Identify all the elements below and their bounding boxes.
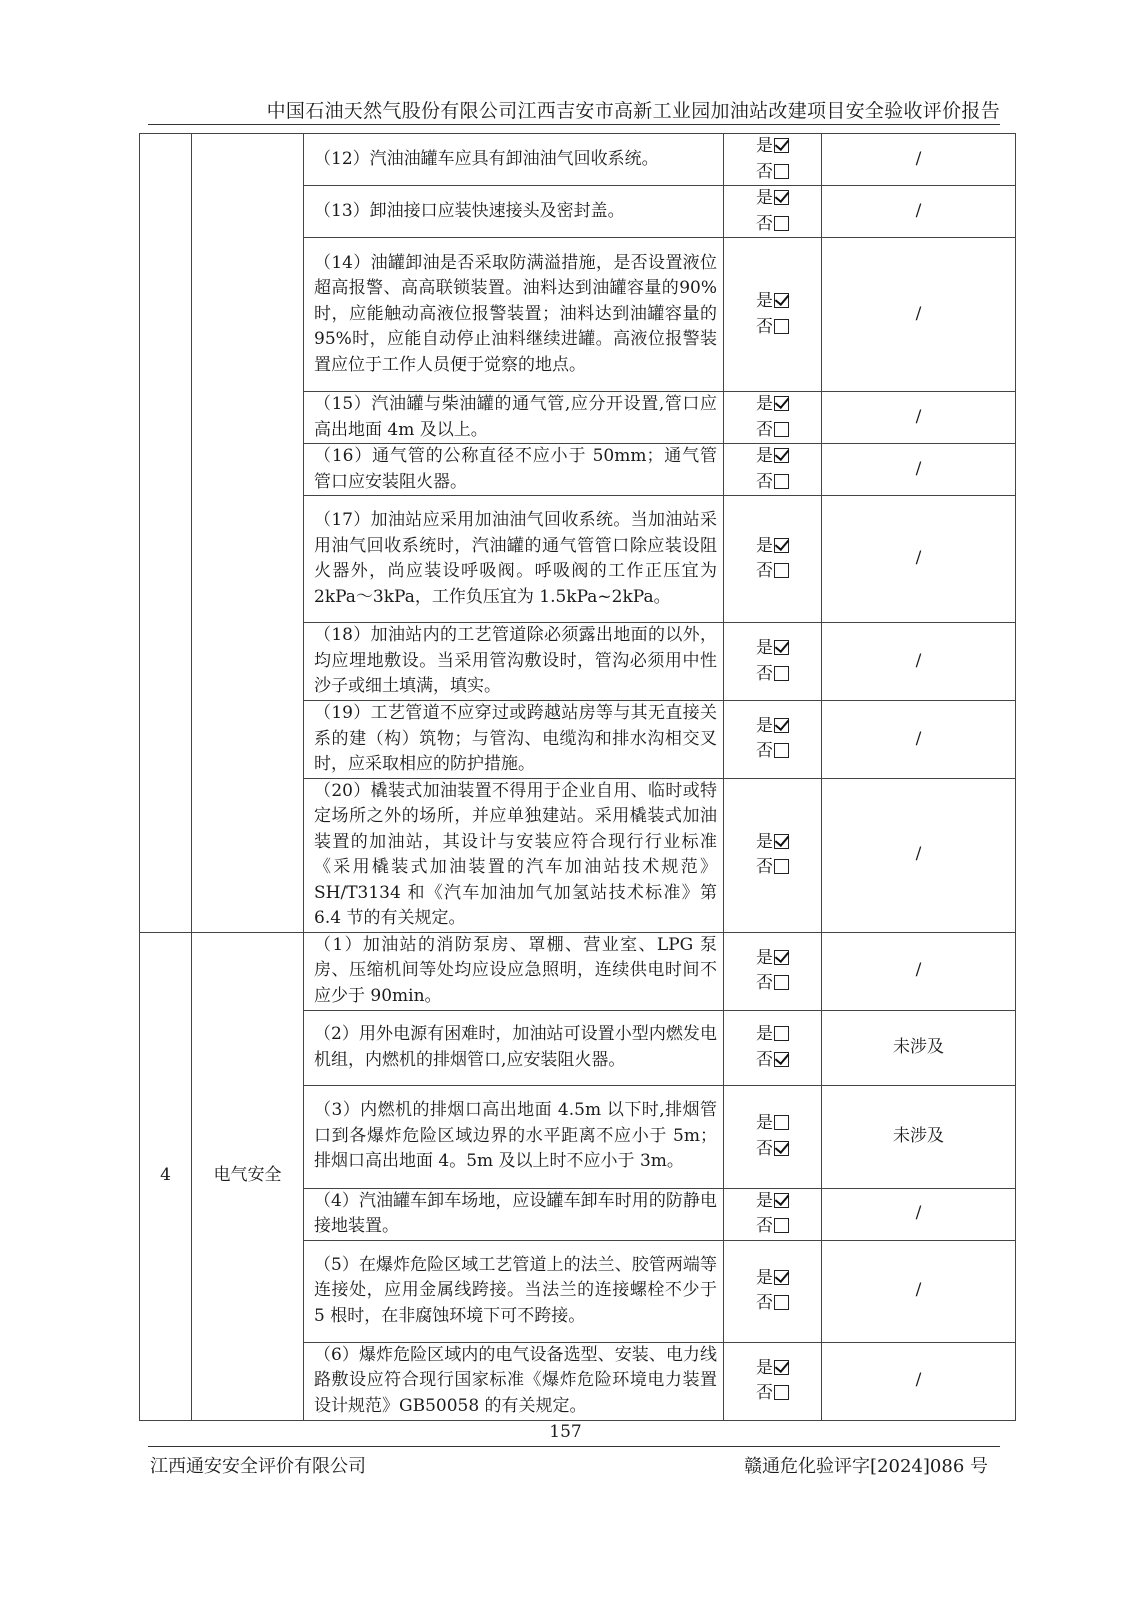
option-no [724,739,821,765]
option-no [724,160,821,186]
option-yes-label: 是 [756,446,773,466]
checkbox-yes-icon[interactable] [774,396,789,411]
remark-cell: / [822,932,1016,1010]
check-item-text: （3）内燃机的排烟口高出地面 4.5m 以下时,排烟管口到各爆炸危险区域边界的水平距离不应小于 5m；排烟口高出地面 4。5m 及以上时不应小于 3m。 [304,1085,724,1188]
option-yes [724,830,821,856]
option-no [724,1137,821,1163]
option-no-label: 否 [756,316,773,337]
option-yes [724,289,821,315]
option-no [724,315,821,341]
check-item-text: （17）加油站应采用加油油气回收系统。当加油站采用油气回收系统时，汽油罐的通气管管口除应装设阻火器外，尚应装设呼吸阀。呼吸阀的工作正压宜为 2kPa～3kPa，工作负压宜为 1.5kPa~2kPa。 [304,496,724,623]
checkbox-yes-icon[interactable] [774,448,789,463]
yes-no-checkbox-group [724,238,822,392]
remark-cell: 未涉及 [822,1010,1016,1085]
checkbox-no-icon[interactable] [774,743,789,758]
check-item-text: （14）油罐卸油是否采取防满溢措施，是否设置液位超高报警、高高联锁装置。油料达到油罐容量的90%时，应能触动高液位报警装置；油料达到油罐容量的95%时，应能自动停止油料继续进罐。高液位报警装置应位于工作人员便于觉察的地点。 [304,238,724,392]
option-no-label: 否 [756,213,773,234]
remark-cell: / [822,701,1016,779]
yes-no-checkbox-group [724,1085,822,1188]
checkbox-yes-icon[interactable] [774,1193,789,1208]
checkbox-yes-icon[interactable] [774,1360,789,1375]
checkbox-no-icon[interactable] [774,1385,789,1400]
option-yes [724,636,821,662]
option-yes-label: 是 [756,947,773,968]
option-no [724,1381,821,1407]
yes-no-checkbox-group [724,932,822,1010]
page-number: 157 [549,1422,582,1442]
check-item-text: （15）汽油罐与柴油罐的通气管,应分开设置,管口应高出地面 4m 及以上。 [304,392,724,444]
option-no [724,470,821,496]
checkbox-yes-icon[interactable] [774,1115,789,1130]
check-item-text: （5）在爆炸危险区域工艺管道上的法兰、胶管两端等连接处，应用金属线跨接。当法兰的连接螺栓不少于 5 根时，在非腐蚀环境下可不跨接。 [304,1240,724,1342]
option-no-label: 否 [756,973,773,993]
remark-cell: / [822,1240,1016,1342]
check-item-text: （6）爆炸危险区域内的电气设备选型、安装、电力线路敷设应符合现行国家标准《爆炸危险环境电力装置设计规范》GB50058 的有关规定。 [304,1342,724,1420]
yes-no-checkbox-group [724,134,822,186]
section-category: 电气安全 [192,932,304,1420]
option-yes [724,186,821,212]
checkbox-no-icon[interactable] [774,422,789,437]
option-no [724,1291,821,1317]
option-no-label: 否 [756,561,773,581]
option-no [724,855,821,881]
option-yes [724,1111,821,1137]
option-no-label: 否 [756,857,773,877]
checkbox-no-icon[interactable] [774,1295,789,1310]
option-no-label: 否 [756,161,773,182]
option-no [724,418,821,444]
remark-cell: / [822,1342,1016,1420]
yes-no-checkbox-group [724,623,822,701]
remark-cell: / [822,444,1016,496]
checkbox-yes-icon[interactable] [774,950,789,965]
safety-checklist-table [139,133,1016,1421]
check-item-text: （12）汽油油罐车应具有卸油油气回收系统。 [304,134,724,186]
option-no-label: 否 [756,1216,773,1236]
yes-no-checkbox-group [724,1240,822,1342]
checkbox-no-icon[interactable] [774,474,789,489]
check-item-text: （20）橇装式加油装置不得用于企业自用、临时或特定场所之外的场所，并应单独建站。采用橇装式加油装置的加油站，其设计与安装应符合现行行业标准《采用橇装式加油装置的汽车加油站技术规范》SH/T3134 和《汽车加油加气加氢站技术标准》第 6.4 节的有关规定。 [304,778,724,932]
checkbox-no-icon[interactable] [774,164,789,179]
checkbox-no-icon[interactable] [774,1141,789,1156]
remark-cell: / [822,778,1016,932]
option-no-label: 否 [756,741,773,762]
checkbox-yes-icon[interactable] [774,538,789,553]
option-yes [724,534,821,560]
yes-no-checkbox-group [724,1342,822,1420]
option-yes-label: 是 [756,638,773,658]
section-number: 4 [140,932,192,1420]
checkbox-no-icon[interactable] [774,975,789,990]
option-yes [724,1022,821,1048]
footer-doc-number: 赣通危化验评字[2024]086 号 [744,1456,988,1477]
yes-no-checkbox-group [724,778,822,932]
option-yes-label: 是 [756,136,773,156]
yes-no-checkbox-group [724,392,822,444]
footer-divider [148,1446,1000,1447]
check-item-text: （1）加油站的消防泵房、罩棚、营业室、LPG 泵房、压缩机间等处均应设应急照明，连续供电时间不应少于 90min。 [304,932,724,1010]
checkbox-yes-icon[interactable] [774,138,789,153]
option-yes-label: 是 [756,1357,773,1378]
checkbox-yes-icon[interactable] [774,640,789,655]
yes-no-checkbox-group [724,1010,822,1085]
option-yes-label: 是 [756,831,773,852]
option-yes [724,1266,821,1292]
option-no-label: 否 [756,663,773,684]
checkbox-no-icon[interactable] [774,1052,789,1067]
option-yes-label: 是 [756,535,773,556]
option-no [724,1048,821,1074]
check-item-text: （2）用外电源有困难时，加油站可设置小型内燃发电机组，内燃机的排烟管口,应安装阻火器。 [304,1010,724,1085]
checkbox-no-icon[interactable] [774,216,789,231]
yes-no-checkbox-group [724,186,822,238]
option-yes-label: 是 [756,291,773,311]
remark-cell: / [822,1188,1016,1240]
option-no [724,212,821,238]
remark-cell: / [822,392,1016,444]
option-no [724,1214,821,1240]
option-no-label: 否 [756,419,773,440]
option-no-label: 否 [756,471,773,492]
checkbox-yes-icon[interactable] [774,190,789,205]
option-no-label: 否 [756,1138,773,1159]
option-yes [724,946,821,972]
section-number [140,134,192,933]
yes-no-checkbox-group [724,1188,822,1240]
section-category [192,134,304,933]
option-yes [724,134,821,160]
option-yes [724,1356,821,1382]
yes-no-checkbox-group [724,701,822,779]
remark-cell: / [822,496,1016,623]
table-row [140,134,1016,186]
footer-company: 江西通安安全评价有限公司 [150,1456,366,1477]
option-no-label: 否 [756,1383,773,1403]
remark-cell: 未涉及 [822,1085,1016,1188]
checkbox-no-icon[interactable] [774,1218,789,1233]
check-item-text: （13）卸油接口应装快速接头及密封盖。 [304,186,724,238]
option-no [724,971,821,997]
yes-no-checkbox-group [724,496,822,623]
option-no-label: 否 [756,1293,773,1313]
checkbox-yes-icon[interactable] [774,1270,789,1285]
option-yes-label: 是 [756,188,773,208]
option-yes-label: 是 [756,394,773,414]
header-divider [148,124,1000,125]
check-item-text: （18）加油站内的工艺管道除必须露出地面的以外，均应埋地敷设。当采用管沟敷设时，管沟必须用中性沙子或细土填满，填实。 [304,623,724,701]
option-yes [724,714,821,740]
option-no [724,559,821,585]
option-yes-label: 是 [756,715,773,736]
option-yes [724,1189,821,1215]
checkbox-no-icon[interactable] [774,319,789,334]
remark-cell: / [822,238,1016,392]
checkbox-yes-icon[interactable] [774,718,789,733]
check-item-text: （4）汽油罐车卸车场地，应设罐车卸车时用的防静电接地装置。 [304,1188,724,1240]
option-no [724,662,821,688]
checkbox-yes-icon[interactable] [774,834,789,849]
yes-no-checkbox-group [724,444,822,496]
option-no-label: 否 [756,1049,773,1070]
option-yes-label: 是 [756,1267,773,1288]
option-yes [724,392,821,418]
table-row [140,932,1016,1010]
option-yes [724,444,821,470]
check-item-text: （19）工艺管道不应穿过或跨越站房等与其无直接关系的建（构）筑物；与管沟、电缆沟和排水沟相交叉时，应采取相应的防护措施。 [304,701,724,779]
checkbox-yes-icon[interactable] [774,1026,789,1041]
remark-cell: / [822,134,1016,186]
checkbox-no-icon[interactable] [774,666,789,681]
checkbox-no-icon[interactable] [774,563,789,578]
report-header-title: 中国石油天然气股份有限公司江西吉安市高新工业园加油站改建项目安全验收评价报告 [266,100,1000,122]
remark-cell: / [822,623,1016,701]
option-yes-label: 是 [756,1113,773,1133]
checkbox-yes-icon[interactable] [774,293,789,308]
option-yes-label: 是 [756,1190,773,1211]
option-yes-label: 是 [756,1024,773,1044]
check-item-text: （16）通气管的公称直径不应小于 50mm；通气管管口应安装阻火器。 [304,444,724,496]
checkbox-no-icon[interactable] [774,859,789,874]
remark-cell: / [822,186,1016,238]
